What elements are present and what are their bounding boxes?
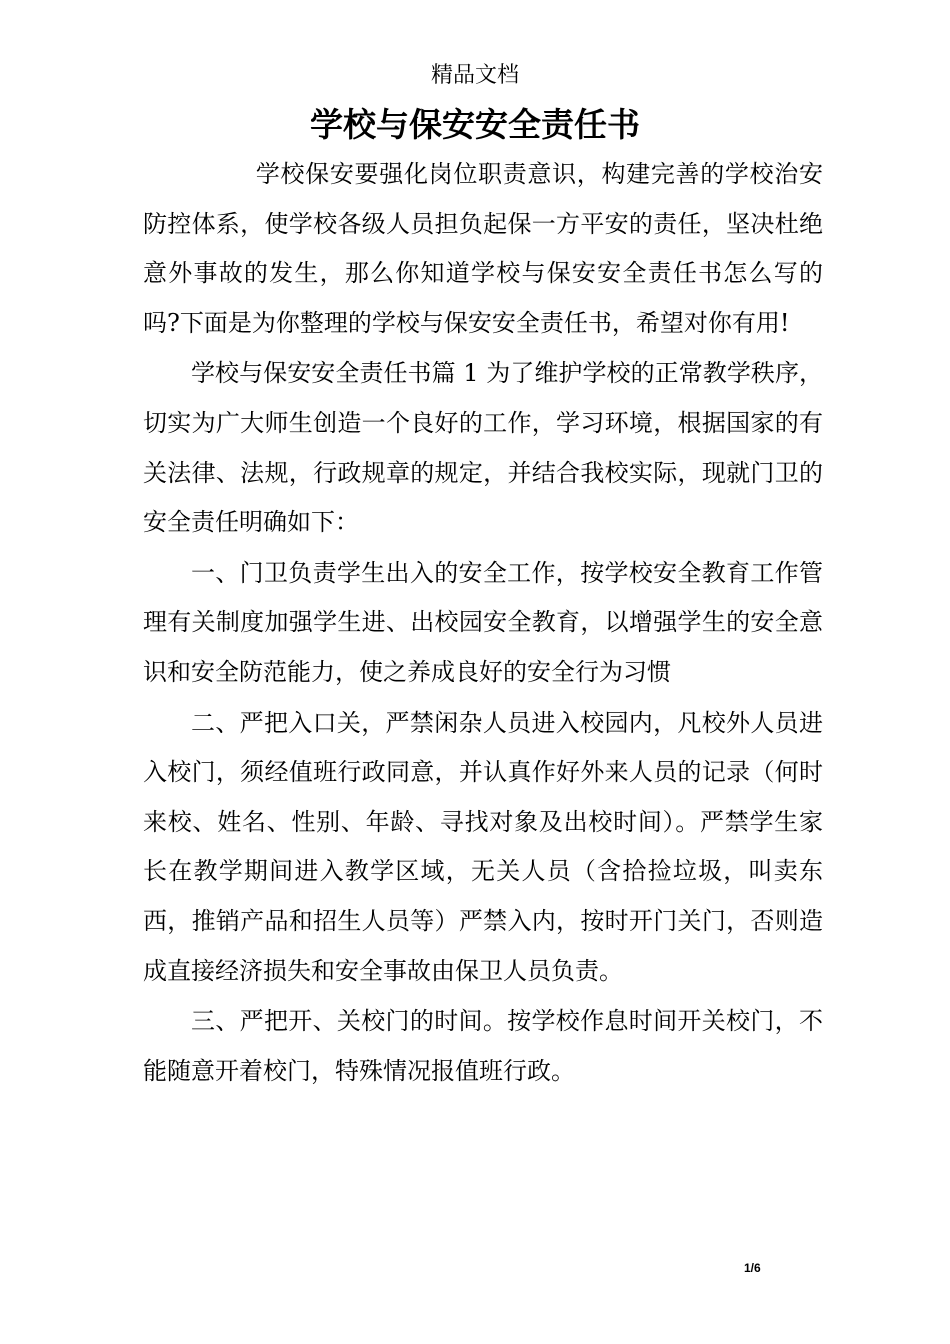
paragraph-clause-1: 一、门卫负责学生出入的安全工作，按学校安全教育工作管理有关制度加强学生进、出校园安全教育，以增强学生的安全意识和安全防范能力，使之养成良好的安全行为习惯 [143, 558, 823, 686]
paragraph-clause-3: 三、严把开、关校门的时间。按学校作息时间开关校门，不能随意开着校门，特殊情况报值班行政。 [143, 1007, 823, 1085]
document-header: 精品文档 [430, 63, 519, 88]
paragraph-intro: 学校保安要强化岗位职责意识，构建完善的学校治安防控体系，使学校各级人员担负起保一方平安的责任，坚决杜绝意外事故的发生，那么你知道学校与保安安全责任书怎么写的吗?下面是为你整理的学校与保安安全责任书，希望对你有用! [143, 160, 823, 337]
paragraph-clause-2: 二、严把入口关，严禁闲杂人员进入校园内，凡校外人员进入校门，须经值班行政同意，并认真作好外来人员的记录（何时来校、姓名、性别、年龄、寻找对象及出校时间）。严禁学生家长在教学期间进入教学区域，无关人员（含拾捡垃圾，叫卖东西，推销产品和招生人员等）严禁入内，按时开门关门，否则造成直接经济损失和安全事故由保卫人员负责。 [143, 708, 823, 985]
page-number: 1/6 [744, 1261, 761, 1275]
document-title: 学校与保安安全责任书 [310, 105, 640, 144]
paragraph-section-1: 学校与保安安全责任书篇 1 为了维护学校的正常教学秩序，切实为广大师生创造一个良好的工作，学习环境，根据国家的有关法律、法规，行政规章的规定，并结合我校实际，现就门卫的安全责任明确如下： [143, 359, 823, 537]
document-body [143, 150, 823, 1096]
